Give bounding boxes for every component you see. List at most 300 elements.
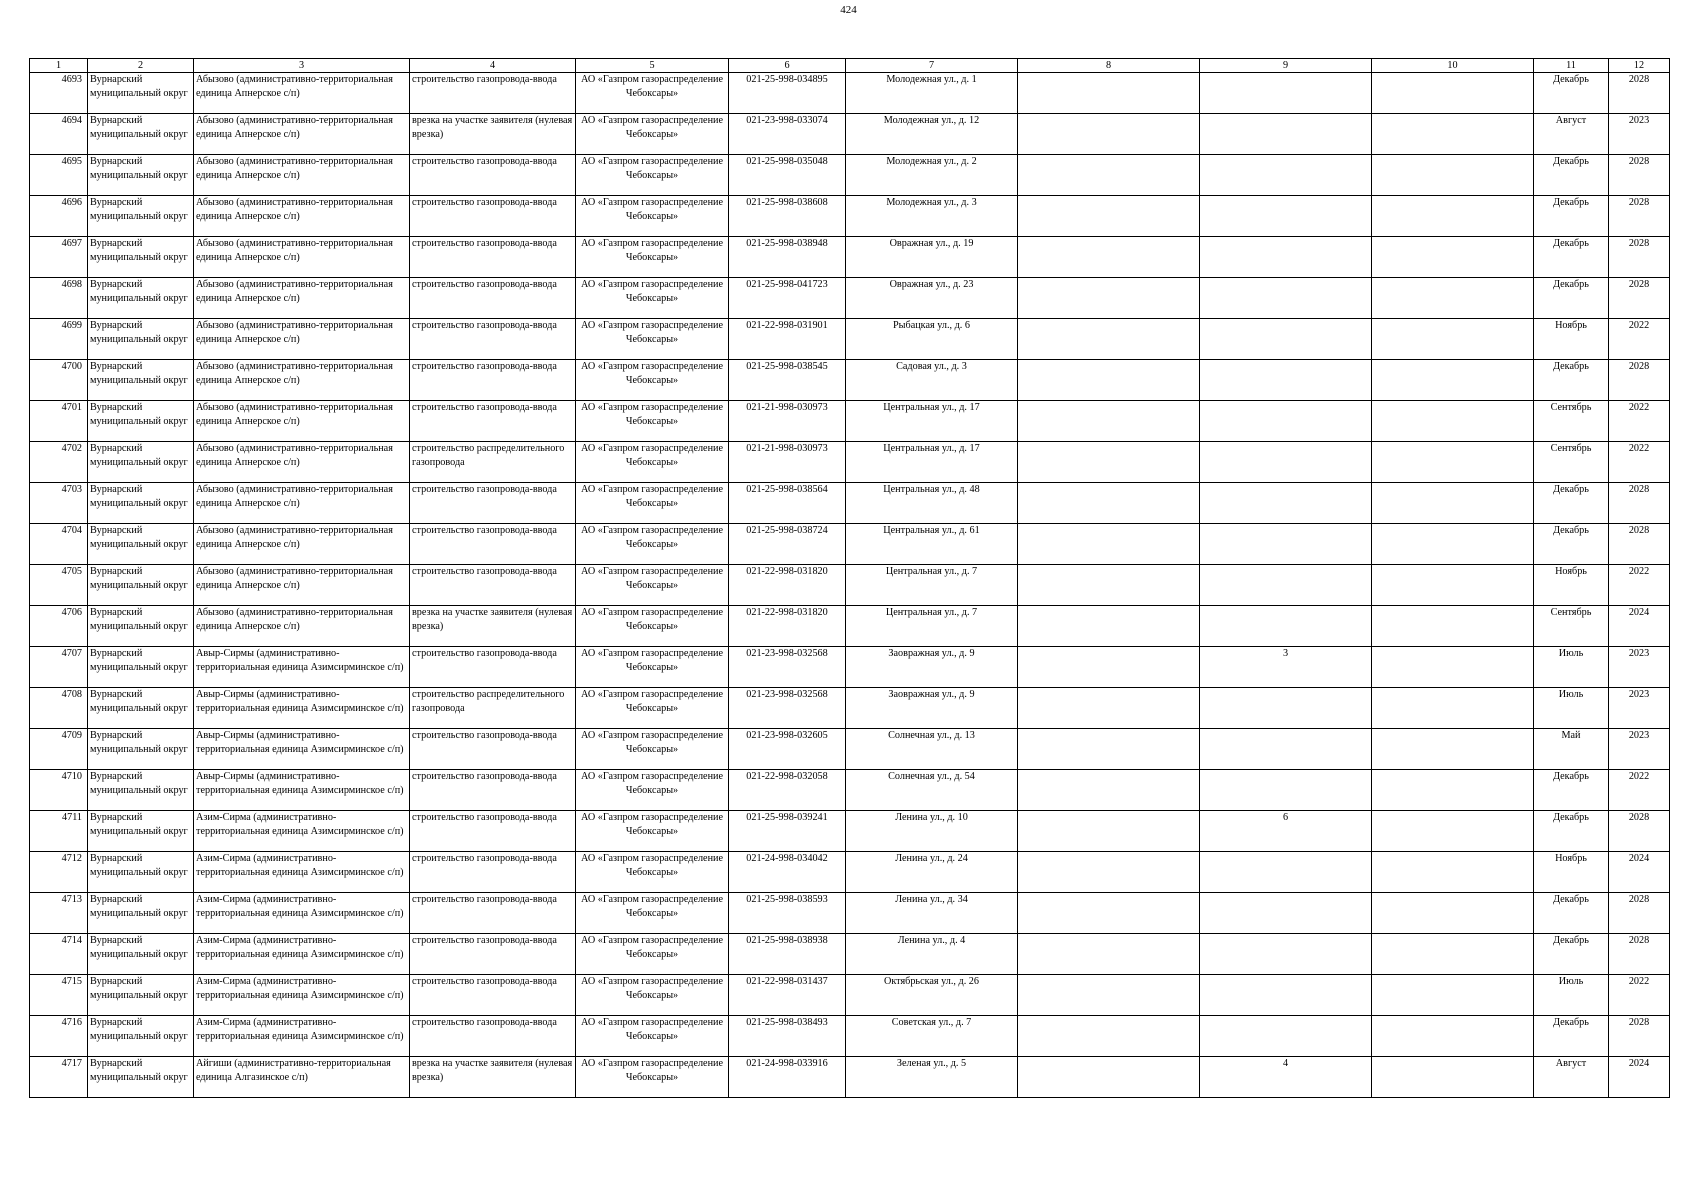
table-row [30,114,1670,155]
cell-address [846,688,1018,729]
col-8-text [1020,73,1197,113]
cell-col-9 [1200,524,1372,565]
cell-year [1609,483,1670,524]
cell-organization [576,483,729,524]
col-10-text [1374,237,1531,277]
page-number: 424 [840,4,857,16]
col-9-text [1202,688,1369,728]
col-10-text [1374,606,1531,646]
cell-application-number [729,155,846,196]
address-text: Октябрьская ул., д. 26 [883,976,979,987]
cell-year [1609,360,1670,401]
settlement-text: Абызово (административно-территориальная единица Апнерское с/п) [196,238,393,263]
cell-col-10 [1372,770,1534,811]
cell-year [1609,73,1670,114]
settlement-text: Абызово (административно-территориальная единица Апнерское с/п) [196,484,393,509]
address-text: Солнечная ул., д. 54 [888,771,975,782]
col-10-text [1374,401,1531,441]
cell-year [1609,196,1670,237]
district-text: Вурнарский муниципальный округ [90,156,188,181]
cell-row-number [30,155,88,196]
row-number-text: 4711 [62,812,82,823]
table-row [30,278,1670,319]
work-type-text: строительство газопровода-ввода [412,730,557,741]
work-type-text: строительство газопровода-ввода [412,525,557,536]
cell-col-9 [1200,647,1372,688]
work-type-text: строительство газопровода-ввода [412,853,557,864]
settlement-text: Азим-Сирма (административно-территориальная единица Азимсирминское с/п) [196,812,404,837]
address-text: Ленина ул., д. 34 [895,894,968,905]
work-type-text: врезка на участке заявителя (нулевая врезка) [412,115,573,140]
table-row [30,770,1670,811]
month-text: Сентябрь [1550,607,1592,618]
cell-district [88,770,194,811]
cell-address [846,1016,1018,1057]
cell-month [1534,1016,1609,1057]
cell-col-8 [1018,278,1200,319]
cell-col-9 [1200,278,1372,319]
organization-text: АО «Газпром газораспределение Чебоксары» [580,771,724,796]
row-number-text: 4713 [61,894,82,905]
column-header-9: 9 [1200,59,1372,73]
month-text: Июль [1558,648,1584,659]
table-row [30,688,1670,729]
address-text: Молодежная ул., д. 2 [886,156,977,167]
cell-col-10 [1372,114,1534,155]
organization-text: АО «Газпром газораспределение Чебоксары» [580,607,724,632]
row-number-text: 4702 [61,443,82,454]
month-text: Июль [1558,689,1584,700]
cell-application-number [729,278,846,319]
district-text: Вурнарский муниципальный округ [90,566,188,591]
row-number-text: 4700 [61,361,82,372]
organization-text: АО «Газпром газораспределение Чебоксары» [580,689,724,714]
col-9-text [1202,524,1369,564]
cell-year [1609,852,1670,893]
col-9-text [1202,237,1369,277]
column-header-6: 6 [729,59,846,73]
col-9-text [1202,606,1369,646]
col-8-text [1020,565,1197,605]
table-row [30,852,1670,893]
application-number-text: 021-22-998-031437 [746,976,828,987]
cell-work-type [410,1016,576,1057]
cell-row-number [30,319,88,360]
district-text: Вурнарский муниципальный округ [90,525,188,550]
cell-col-9 [1200,237,1372,278]
table-row [30,1057,1670,1098]
cell-row-number [30,442,88,483]
col-10-text [1374,196,1531,236]
col-9-text [1202,360,1369,400]
year-text: 2028 [1628,279,1650,290]
cell-month [1534,483,1609,524]
cell-settlement [194,196,410,237]
address-text: Молодежная ул., д. 1 [886,74,977,85]
cell-district [88,442,194,483]
cell-organization [576,114,729,155]
table-row [30,360,1670,401]
col-10-text [1374,319,1531,359]
cell-col-8 [1018,975,1200,1016]
application-number-text: 021-25-998-038608 [746,197,828,208]
cell-col-8 [1018,401,1200,442]
col-9-text [1202,114,1369,154]
cell-application-number [729,893,846,934]
application-number-text: 021-24-998-033916 [746,1058,828,1069]
cell-application-number [729,852,846,893]
col-9-text [1202,1016,1369,1056]
cell-work-type [410,565,576,606]
cell-col-10 [1372,1057,1534,1098]
cell-col-8 [1018,729,1200,770]
settlement-text: Абызово (административно-территориальная единица Апнерское с/п) [196,320,393,345]
cell-col-10 [1372,524,1534,565]
cell-address [846,360,1018,401]
cell-organization [576,729,729,770]
col-8-text [1020,852,1197,892]
cell-work-type [410,770,576,811]
address-text: Молодежная ул., д. 12 [883,115,980,126]
application-number-text: 021-25-998-038593 [746,894,828,905]
row-number-text: 4716 [61,1017,82,1028]
cell-district [88,73,194,114]
work-type-text: строительство распределительного газопровода [412,689,565,714]
cell-organization [576,401,729,442]
settlement-text: Абызово (административно-территориальная единица Апнерское с/п) [196,197,393,222]
work-type-text: строительство газопровода-ввода [412,361,557,372]
month-text: Май [1561,730,1581,741]
year-text: 2028 [1628,156,1650,167]
col-9-text [1202,278,1369,318]
cell-work-type [410,606,576,647]
cell-year [1609,893,1670,934]
cell-col-8 [1018,360,1200,401]
column-header-3: 3 [194,59,410,73]
col-10-text [1374,729,1531,769]
cell-address [846,811,1018,852]
cell-year [1609,442,1670,483]
cell-settlement [194,647,410,688]
cell-year [1609,770,1670,811]
cell-district [88,237,194,278]
cell-col-9 [1200,319,1372,360]
cell-month [1534,688,1609,729]
cell-district [88,975,194,1016]
cell-col-10 [1372,196,1534,237]
cell-settlement [194,1057,410,1098]
row-number-text: 4712 [61,853,82,864]
organization-text: АО «Газпром газораспределение Чебоксары» [580,320,724,345]
cell-month [1534,401,1609,442]
month-text: Ноябрь [1555,320,1587,331]
cell-district [88,278,194,319]
cell-organization [576,278,729,319]
cell-month [1534,811,1609,852]
cell-row-number [30,729,88,770]
address-text: Солнечная ул., д. 13 [888,730,975,741]
cell-organization [576,811,729,852]
cell-col-10 [1372,442,1534,483]
month-text: Август [1555,115,1587,126]
cell-organization [576,73,729,114]
year-text: 2022 [1628,443,1650,454]
cell-month [1534,770,1609,811]
col-10-text [1374,114,1531,154]
work-type-text: строительство газопровода-ввода [412,648,557,659]
cell-month [1534,73,1609,114]
table-row [30,893,1670,934]
application-number-text: 021-25-998-034895 [746,74,828,85]
col-8-text [1020,319,1197,359]
cell-col-8 [1018,237,1200,278]
application-number-text: 021-22-998-031820 [746,607,828,618]
row-number-text: 4707 [61,648,82,659]
header-row [30,59,1670,73]
application-number-text: 021-25-998-038724 [746,525,828,536]
district-text: Вурнарский муниципальный округ [90,361,188,386]
cell-address [846,483,1018,524]
col-10-text [1374,852,1531,892]
cell-work-type [410,196,576,237]
col-10-text [1374,647,1531,687]
cell-application-number [729,688,846,729]
application-number-text: 021-23-998-033074 [746,115,828,126]
district-text: Вурнарский муниципальный округ [90,976,188,1001]
work-type-text: строительство газопровода-ввода [412,320,557,331]
cell-row-number [30,811,88,852]
cell-application-number [729,934,846,975]
district-text: Вурнарский муниципальный округ [90,238,188,263]
month-text: Сентябрь [1550,402,1592,413]
cell-col-8 [1018,647,1200,688]
year-text: 2028 [1628,484,1650,495]
month-text: Декабрь [1553,1017,1589,1028]
organization-text: АО «Газпром газораспределение Чебоксары» [580,812,724,837]
cell-district [88,401,194,442]
year-text: 2022 [1628,402,1650,413]
cell-col-8 [1018,893,1200,934]
column-header-12: 12 [1609,59,1670,73]
cell-col-9 [1200,196,1372,237]
application-number-text: 021-21-998-030973 [746,443,828,454]
district-text: Вурнарский муниципальный округ [90,689,188,714]
cell-col-9 [1200,360,1372,401]
cell-application-number [729,770,846,811]
col-8-text [1020,196,1197,236]
cell-settlement [194,483,410,524]
cell-row-number [30,114,88,155]
cell-application-number [729,360,846,401]
year-text: 2028 [1628,197,1650,208]
cell-col-9 [1200,688,1372,729]
cell-col-8 [1018,770,1200,811]
cell-district [88,934,194,975]
cell-col-8 [1018,934,1200,975]
cell-col-8 [1018,196,1200,237]
cell-col-10 [1372,401,1534,442]
cell-district [88,483,194,524]
cell-month [1534,852,1609,893]
col-9-text: 6 [1282,812,1289,823]
cell-settlement [194,688,410,729]
district-text: Вурнарский муниципальный округ [90,320,188,345]
month-text: Декабрь [1553,74,1589,85]
cell-col-9 [1200,155,1372,196]
cell-col-10 [1372,811,1534,852]
col-10-text [1374,1057,1531,1097]
year-text: 2023 [1628,689,1650,700]
col-8-text [1020,975,1197,1015]
col-8-text [1020,893,1197,933]
cell-settlement [194,401,410,442]
cell-application-number [729,114,846,155]
cell-address [846,524,1018,565]
month-text: Декабрь [1553,197,1589,208]
column-header-5: 5 [576,59,729,73]
address-text: Овражная ул., д. 23 [889,279,974,290]
col-10-text [1374,1016,1531,1056]
cell-address [846,401,1018,442]
year-text: 2023 [1628,648,1650,659]
address-text: Ленина ул., д. 24 [895,853,968,864]
year-text: 2028 [1628,1017,1650,1028]
year-text: 2023 [1628,115,1650,126]
cell-application-number [729,729,846,770]
month-text: Декабрь [1553,361,1589,372]
cell-application-number [729,483,846,524]
cell-work-type [410,319,576,360]
organization-text: АО «Газпром газораспределение Чебоксары» [580,238,724,263]
col-9-text [1202,893,1369,933]
col-9-text [1202,852,1369,892]
col-8-text [1020,770,1197,810]
cell-row-number [30,360,88,401]
month-text: Ноябрь [1555,566,1587,577]
table-row [30,975,1670,1016]
cell-settlement [194,606,410,647]
cell-year [1609,1057,1670,1098]
district-text: Вурнарский муниципальный округ [90,894,188,919]
cell-col-9 [1200,73,1372,114]
address-text: Советская ул., д. 7 [891,1017,972,1028]
cell-work-type [410,729,576,770]
address-text: Заовражная ул., д. 9 [888,689,975,700]
organization-text: АО «Газпром газораспределение Чебоксары» [580,74,724,99]
month-text: Декабрь [1553,812,1589,823]
cell-row-number [30,852,88,893]
cell-col-8 [1018,114,1200,155]
cell-settlement [194,73,410,114]
cell-address [846,114,1018,155]
cell-organization [576,442,729,483]
organization-text: АО «Газпром газораспределение Чебоксары» [580,853,724,878]
column-header-10: 10 [1372,59,1534,73]
address-text: Садовая ул., д. 3 [896,361,967,372]
cell-application-number [729,811,846,852]
work-type-text: строительство газопровода-ввода [412,156,557,167]
district-text: Вурнарский муниципальный округ [90,1058,188,1083]
col-8-text [1020,483,1197,523]
row-number-text: 4703 [61,484,82,495]
col-8-text [1020,647,1197,687]
cell-row-number [30,483,88,524]
cell-month [1534,729,1609,770]
column-header-11: 11 [1534,59,1609,73]
work-type-text: строительство газопровода-ввода [412,238,557,249]
cell-col-9 [1200,934,1372,975]
col-10-text [1374,73,1531,113]
cell-col-8 [1018,688,1200,729]
address-text: Центральная ул., д. 48 [883,484,980,495]
year-text: 2024 [1628,607,1650,618]
cell-col-8 [1018,565,1200,606]
cell-organization [576,934,729,975]
cell-col-8 [1018,319,1200,360]
settlement-text: Абызово (административно-территориальная единица Апнерское с/п) [196,156,393,181]
cell-work-type [410,73,576,114]
month-text: Декабрь [1553,935,1589,946]
table-row [30,647,1670,688]
organization-text: АО «Газпром газораспределение Чебоксары» [580,156,724,181]
cell-application-number [729,524,846,565]
col-10-text [1374,811,1531,851]
col-9-text [1202,483,1369,523]
cell-col-8 [1018,811,1200,852]
cell-settlement [194,770,410,811]
address-text: Центральная ул., д. 7 [885,607,978,618]
cell-address [846,770,1018,811]
cell-district [88,524,194,565]
cell-address [846,319,1018,360]
col-8-text [1020,401,1197,441]
col-8-text [1020,278,1197,318]
table-row [30,606,1670,647]
year-text: 2022 [1628,771,1650,782]
cell-work-type [410,647,576,688]
col-9-text [1202,319,1369,359]
cell-organization [576,524,729,565]
cell-col-10 [1372,483,1534,524]
cell-application-number [729,1057,846,1098]
cell-address [846,565,1018,606]
year-text: 2022 [1628,976,1650,987]
cell-col-8 [1018,73,1200,114]
cell-year [1609,647,1670,688]
cell-col-9 [1200,852,1372,893]
cell-month [1534,196,1609,237]
cell-application-number [729,975,846,1016]
row-number-text: 4717 [61,1058,82,1069]
col-8-text [1020,114,1197,154]
organization-text: АО «Газпром газораспределение Чебоксары» [580,648,724,673]
application-number-text: 021-24-998-034042 [746,853,828,864]
settlement-text: Абызово (административно-территориальная единица Апнерское с/п) [196,566,393,591]
col-8-text [1020,729,1197,769]
organization-text: АО «Газпром газораспределение Чебоксары» [580,1017,724,1042]
year-text: 2024 [1628,1058,1650,1069]
col-8-text [1020,237,1197,277]
application-number-text: 021-25-998-038938 [746,935,828,946]
application-number-text: 021-22-998-031820 [746,566,828,577]
organization-text: АО «Газпром газораспределение Чебоксары» [580,361,724,386]
cell-settlement [194,934,410,975]
cell-col-8 [1018,483,1200,524]
cell-district [88,565,194,606]
month-text: Декабрь [1553,525,1589,536]
district-text: Вурнарский муниципальный округ [90,197,188,222]
table-row [30,155,1670,196]
